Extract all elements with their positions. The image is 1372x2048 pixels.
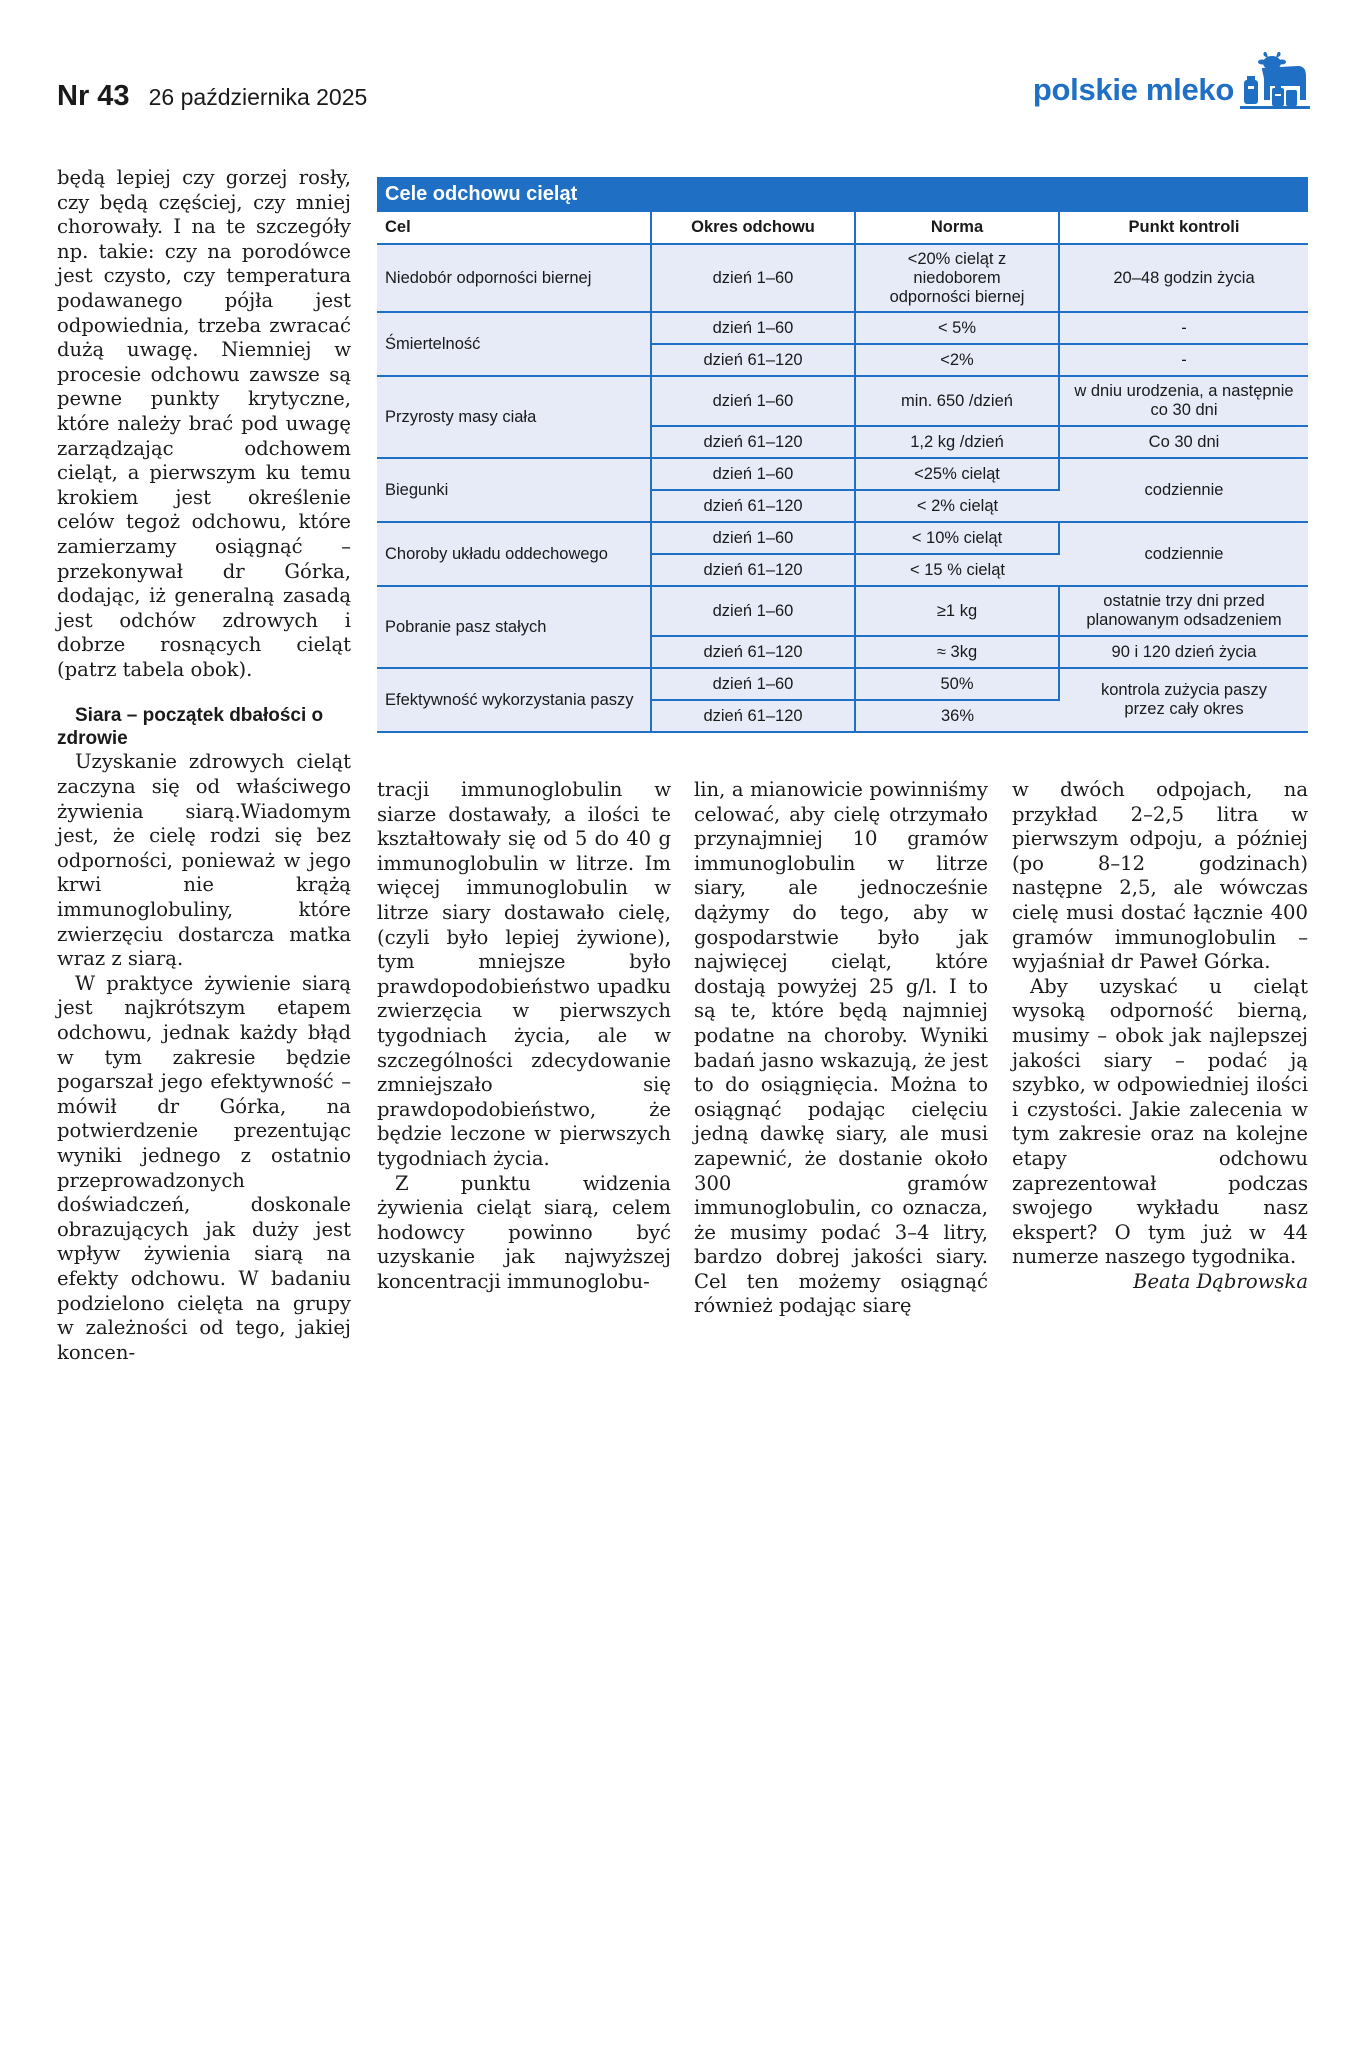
goals-table-box [377,177,1308,733]
cell-okres: dzień 1–60 [651,522,855,554]
cell-okres: dzień 1–60 [651,376,855,426]
header-okres: Okres odchowu [651,212,855,244]
cell-cel: Niedobór odporności biernej [377,244,651,312]
header-norma: Norma [855,212,1059,244]
table-row [377,668,1308,700]
paragraph: Aby uzyskać u cieląt wysoką odporność bierną, musimy – obok jak najlepszej jakości siary – podać ją szybko, w odpowiedniej ilości i czystości. Jakie zalecenia w tym zakresie oraz na kolejne etapy odchowu zaprezentował podczas swojego wykładu nasz ekspert? O tym już w 44 numerze naszego tygodnika. [1012,974,1308,1269]
cell-punkt: 20–48 godzin życia [1059,244,1308,312]
cell-cel: Przyrosty masy ciała [377,376,651,458]
cell-punkt: w dniu urodzenia, a następnie co 30 dni [1059,376,1308,426]
cell-cel: Efektywność wykorzystania paszy [377,668,651,732]
cell-norma: 50% [855,668,1059,700]
paragraph: W praktyce żywienie siarą jest najkrótszym etapem odchowu, jednak każdy błąd w tym zakresie będzie pogarszał jego efektywność – mówił dr Górka, na potwierdzenie prezentując wyniki jednego z ostatnio przeprowadzonych doświadczeń, doskonale obrazujących jak duży jest wpływ żywienia siarą na efekty odchowu. W badaniu podzielono cielęta na grupy w zależności od tego, jakiej koncen- [57,971,351,1364]
issue-number: Nr 43 [57,80,130,112]
paragraph: będą lepiej czy gorzej rosły, czy będą częściej, czy mniej chorowały. I na te szczegóły np. takie: czy na porodówce jest czysto, czy temperatura podawanego pójła jest odpowiednia, trzeba zwracać dużą uwagę. Niemniej w procesie odchowu zawsze są pewne punkty krytyczne, które należy brać pod uwagę zarządzając odchowem cieląt, a pierwszym ku temu krokiem jest określenie celów tegoż odchowu, które zamierzamy osiągnąć – przekonywał dr Górka, dodając, iż generalną zasadą jest odchów zdrowych i dobrze rosnących cieląt (patrz tabela obok). [57,166,351,681]
cell-norma: 36% [855,700,1059,732]
cell-okres: dzień 61–120 [651,700,855,732]
cell-norma: min. 650 /dzień [855,376,1059,426]
cell-okres: dzień 1–60 [651,312,855,344]
cell-norma: < 2% cieląt [855,490,1059,522]
article-column-4 [1012,778,1308,1294]
author-signature: Beata Dąbrowska [1133,1269,1308,1293]
cell-okres: dzień 1–60 [651,586,855,636]
article-column-1 [57,166,351,1365]
paragraph: Z punktu widzenia żywienia cieląt siarą, celem hodowcy powinno być uzyskanie jak najwyższej koncentracji immunoglobu- [377,1171,671,1293]
cell-norma: <20% cieląt z niedoborem odporności biernej [855,244,1059,312]
cell-norma: 1,2 kg /dzień [855,426,1059,458]
brand-name: polskie mleko [1032,72,1234,107]
cell-norma: < 5% [855,312,1059,344]
cell-cel: Pobranie pasz stałych [377,586,651,668]
table-title: Cele odchowu cieląt [377,177,1308,212]
cell-okres: dzień 61–120 [651,490,855,522]
cell-norma: <25% cieląt [855,458,1059,490]
cow-and-milk-cans-logo-icon [1240,50,1310,110]
cell-punkt: - [1059,312,1308,344]
cell-norma: < 10% cieląt [855,522,1059,554]
cell-okres: dzień 61–120 [651,554,855,586]
issue-date: 26 października 2025 [148,84,368,110]
cell-punkt: codziennie [1059,522,1308,586]
goals-table [377,212,1308,733]
cell-punkt: 90 i 120 dzień życia [1059,636,1308,668]
cell-cel: Biegunki [377,458,651,522]
article-column-3 [694,778,988,1319]
cell-norma: ≥1 kg [855,586,1059,636]
table-row [377,522,1308,554]
cell-norma: <2% [855,344,1059,376]
page-header-left [57,80,367,113]
cell-norma: ≈ 3kg [855,636,1059,668]
header-cel: Cel [377,212,651,244]
paragraph: tracji immunoglobulin w siarze dostawały, a ilości te kształtowały się od 5 do 40 g immunoglobulin w litrze. Im więcej immunoglobulin w litrze siary dostawało cielę, (czyli było lepiej żywione), tym mniejsze było prawdopodobieństwo upadku zwierzęcia w pierwszych tygodniach życia, ale w szczególności zdecydowanie zmniejszało się prawdopodobieństwo, że będzie leczone w pierwszych tygodniach życia. [377,778,671,1170]
paragraph: w dwóch odpojach, na przykład 2–2,5 litra w pierwszym odpoju, a później (po 8–12 godzinach) następne 2,5, ale wówczas cielę musi dostać łącznie 400 gramów immunoglobulin – wyjaśniał dr Paweł Górka. [1012,778,1308,974]
cell-punkt: codziennie [1059,458,1308,522]
paragraph: Uzyskanie zdrowych cieląt zaczyna się od właściwego żywienia siarą.Wiadomym jest, że cielę rodzi się bez odporności, ponieważ w jego krwi nie krążą immunoglobuliny, które zwierzęciu dostarcza matka wraz z siarą. [57,750,351,971]
cell-norma: < 15 % cieląt [855,554,1059,586]
paragraph: lin, a mianowicie powinniśmy celować, aby cielę otrzymało przynajmniej 10 gramów immunoglobulin w litrze siary, ale jednocześnie dążymy do tego, aby w gospodarstwie było jak najwięcej cieląt, które dostają powyżej 25 g/l. I to są te, które będą najmniej podatne na choroby. Wyniki badań jasno wskazują, że jest to do osiągnięcia. Można to osiągnąć podając cielęciu jedną dawkę siary, ale musi zapewnić, że dostanie około 300 gramów immunoglobulin, co oznacza, że musimy podać 3–4 litry, bardzo dobrej jakości siary. Cel ten możemy osiągnąć również podając siarę [694,778,988,1318]
table-row [377,312,1308,344]
cell-cel: Choroby układu oddechowego [377,522,651,586]
cell-punkt: Co 30 dni [1059,426,1308,458]
article-column-2 [377,778,671,1294]
table-header-row [377,212,1308,244]
cell-okres: dzień 61–120 [651,636,855,668]
table-row [377,586,1308,636]
cell-okres: dzień 1–60 [651,668,855,700]
cell-okres: dzień 61–120 [651,426,855,458]
table-row [377,244,1308,312]
cell-punkt: ostatnie trzy dni przed planowanym odsadzeniem [1059,586,1308,636]
header-punkt: Punkt kontroli [1059,212,1308,244]
cell-punkt: kontrola zużycia paszy przez cały okres [1059,668,1308,732]
subheading: Siara – początek dbałości o zdrowie [57,705,324,750]
cell-okres: dzień 61–120 [651,344,855,376]
cell-punkt: - [1059,344,1308,376]
brand-logo [1033,50,1310,110]
table-row [377,376,1308,426]
cell-cel: Śmiertelność [377,312,651,376]
table-row [377,458,1308,490]
cell-okres: dzień 1–60 [651,244,855,312]
cell-okres: dzień 1–60 [651,458,855,490]
